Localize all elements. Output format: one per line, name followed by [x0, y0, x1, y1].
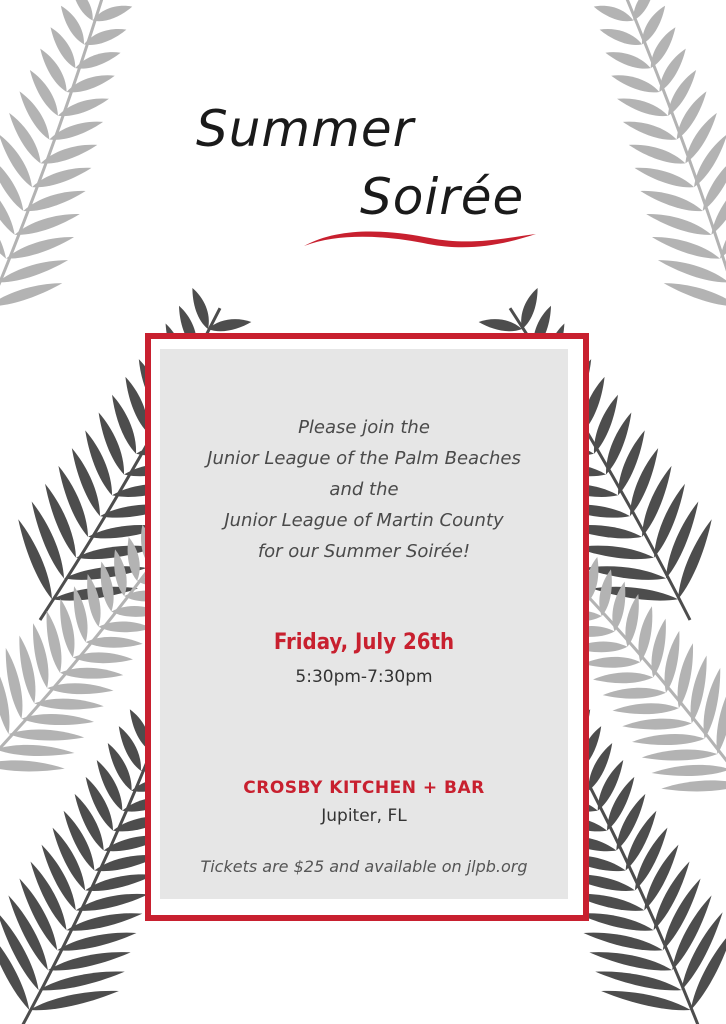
palm-frond-icon — [554, 0, 726, 352]
event-date: Friday, July 26th — [273, 630, 455, 655]
invitation-line: Junior League of Martin County — [224, 510, 504, 531]
invitation-line: for our Summer Soirée! — [257, 541, 471, 562]
palm-frond-icon — [0, 0, 172, 352]
ticket-info: Tickets are $25 and available on jlpb.org — [200, 857, 528, 876]
event-time: 5:30pm-7:30pm — [295, 667, 433, 687]
title-soiree: Soirée — [360, 168, 525, 226]
event-venue: CROSBY KITCHEN + BAR — [243, 778, 485, 798]
event-location: Jupiter, FL — [321, 806, 407, 826]
invitation-line: Junior League of the Palm Beaches — [207, 448, 521, 469]
title-summer: Summer — [196, 100, 415, 158]
red-swoosh-decoration — [300, 222, 540, 252]
invitation-line: and the — [329, 479, 399, 500]
invitation-text — [160, 412, 568, 567]
invitation-line: Please join the — [298, 417, 430, 438]
